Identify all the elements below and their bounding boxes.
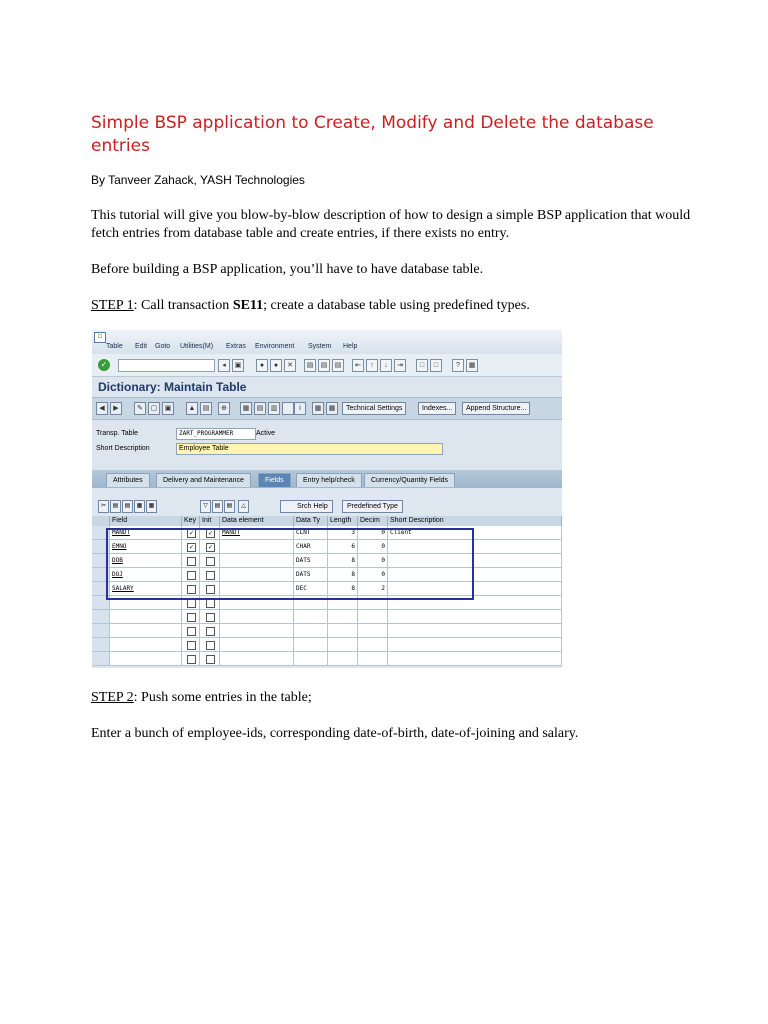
key-checkbox[interactable] bbox=[187, 655, 196, 664]
tab-delivery-maintenance[interactable]: Delivery and Maintenance bbox=[156, 473, 251, 487]
cell-side bbox=[92, 638, 110, 652]
cell-type[interactable] bbox=[294, 610, 328, 624]
cell-length[interactable] bbox=[328, 652, 358, 666]
layout-menu-icon[interactable]: ▦ bbox=[466, 359, 478, 372]
contents-icon[interactable]: ▦ bbox=[312, 402, 324, 415]
menu-environment[interactable]: Environment bbox=[255, 343, 295, 350]
menu-table[interactable]: Table bbox=[106, 343, 123, 350]
first-page-icon[interactable]: ⇤ bbox=[352, 359, 364, 372]
cell-key[interactable] bbox=[182, 652, 200, 666]
cell-length[interactable]: 8 bbox=[328, 554, 358, 568]
cell-side bbox=[92, 624, 110, 638]
enter-check-icon[interactable]: ✓ bbox=[98, 359, 110, 371]
cell-key[interactable] bbox=[182, 610, 200, 624]
step1-pre: : Call transaction bbox=[133, 298, 233, 313]
short-description-field[interactable]: Employee Table bbox=[176, 443, 443, 455]
find-next-icon[interactable]: ▤ bbox=[332, 359, 344, 372]
init-checkbox[interactable] bbox=[206, 599, 215, 608]
cell-field[interactable]: DOB bbox=[110, 554, 182, 568]
cell-field[interactable]: EMNO bbox=[110, 540, 182, 554]
cell-type[interactable] bbox=[294, 624, 328, 638]
sap-window-icon: □ bbox=[94, 332, 106, 343]
cell-decim[interactable]: 0 bbox=[358, 568, 388, 582]
where-used-icon[interactable]: ▤ bbox=[200, 402, 212, 415]
cell-element[interactable] bbox=[220, 624, 294, 638]
cell-decim[interactable]: 2 bbox=[358, 582, 388, 596]
cell-type[interactable]: DEC bbox=[294, 582, 328, 596]
menu-edit[interactable]: Edit bbox=[135, 343, 148, 350]
insert-row-icon[interactable]: ▦ bbox=[134, 500, 145, 513]
cell-type[interactable]: DATS bbox=[294, 554, 328, 568]
cell-init[interactable] bbox=[200, 638, 220, 652]
tab-fields[interactable]: Fields bbox=[258, 473, 291, 487]
top-icon[interactable]: △ bbox=[238, 500, 249, 513]
cell-type[interactable]: CHAR bbox=[294, 540, 328, 554]
init-checkbox[interactable]: ✓ bbox=[206, 529, 215, 538]
cancel-icon[interactable]: ✕ bbox=[284, 359, 296, 372]
technical-settings-button[interactable]: Technical Settings bbox=[342, 402, 406, 415]
sap-standard-toolbar bbox=[92, 354, 562, 377]
intro-paragraph: This tutorial will give you blow-by-blow description of how to design a simple BSP application that would fetch entries from database table and create entries, if there exists no entry. bbox=[91, 208, 691, 241]
table-icon[interactable]: ▦ bbox=[326, 402, 338, 415]
activate-icon[interactable]: ▲ bbox=[186, 402, 198, 415]
cell-desc[interactable]: Client bbox=[388, 526, 562, 540]
transp-table-field[interactable]: ZART_PROGRAMMER bbox=[176, 428, 256, 440]
tab-attributes[interactable]: Attributes bbox=[106, 473, 150, 487]
cell-field[interactable]: SALARY bbox=[110, 582, 182, 596]
cell-decim[interactable] bbox=[358, 638, 388, 652]
cut-icon[interactable]: ✂ bbox=[98, 500, 109, 513]
back-arrow-icon[interactable]: ◂ bbox=[218, 359, 230, 372]
step1-label: STEP 1 bbox=[91, 298, 134, 313]
prev-page-icon[interactable]: ↑ bbox=[366, 359, 378, 372]
cell-desc[interactable] bbox=[388, 624, 562, 638]
cell-field[interactable] bbox=[110, 610, 182, 624]
col-header-data-type: Data Ty bbox=[294, 516, 328, 526]
init-checkbox[interactable] bbox=[206, 627, 215, 636]
init-checkbox[interactable] bbox=[206, 655, 215, 664]
cell-decim[interactable]: 0 bbox=[358, 540, 388, 554]
table-row[interactable] bbox=[92, 638, 562, 652]
cell-element[interactable] bbox=[220, 652, 294, 666]
cell-key[interactable] bbox=[182, 624, 200, 638]
next-object-icon[interactable]: ▶ bbox=[110, 402, 122, 415]
last-page-icon[interactable]: ⇥ bbox=[394, 359, 406, 372]
col-header-data-element: Data element bbox=[220, 516, 294, 526]
key-checkbox[interactable] bbox=[187, 599, 196, 608]
author-byline: By Tanveer Zahack, YASH Technologies bbox=[91, 173, 305, 187]
short-description-label: Short Description bbox=[96, 445, 150, 452]
cell-length[interactable]: 8 bbox=[328, 568, 358, 582]
filter-icon[interactable]: ▽ bbox=[200, 500, 211, 513]
cell-field[interactable] bbox=[110, 624, 182, 638]
cell-type[interactable]: DATS bbox=[294, 568, 328, 582]
step2-paragraph bbox=[91, 689, 711, 707]
cell-length[interactable] bbox=[328, 610, 358, 624]
init-checkbox[interactable] bbox=[206, 613, 215, 622]
object-list-icon[interactable]: ▦ bbox=[240, 402, 252, 415]
sap-menu-bar bbox=[92, 330, 562, 354]
table-status: Active bbox=[256, 430, 276, 437]
print-icon[interactable]: ▤ bbox=[304, 359, 316, 372]
table-row[interactable] bbox=[92, 610, 562, 624]
col-header-key: Key bbox=[182, 516, 200, 526]
cell-init[interactable] bbox=[200, 652, 220, 666]
key-checkbox[interactable] bbox=[187, 613, 196, 622]
cell-decim[interactable] bbox=[358, 624, 388, 638]
application-toolbar bbox=[92, 397, 562, 420]
init-checkbox[interactable]: ✓ bbox=[206, 543, 215, 552]
help-icon[interactable]: ? bbox=[452, 359, 464, 372]
step1-paragraph bbox=[91, 297, 711, 315]
cell-decim[interactable]: 0 bbox=[358, 526, 388, 540]
step2-label: STEP 2 bbox=[91, 690, 134, 705]
cell-element[interactable] bbox=[220, 610, 294, 624]
cell-length[interactable]: 6 bbox=[328, 540, 358, 554]
step1-post: ; create a database table using predefined types. bbox=[263, 298, 530, 313]
cell-key[interactable] bbox=[182, 638, 200, 652]
highlight-box bbox=[106, 528, 474, 600]
fields-grid-toolbar bbox=[92, 488, 562, 516]
display-change-icon[interactable]: ✎ bbox=[134, 402, 146, 415]
key-checkbox[interactable]: ✓ bbox=[187, 543, 196, 552]
table-tabstrip bbox=[92, 470, 562, 488]
cell-init[interactable] bbox=[200, 624, 220, 638]
command-field-input[interactable] bbox=[118, 359, 215, 372]
tab-entry-help-check[interactable]: Entry help/check bbox=[296, 473, 362, 487]
sort-icon[interactable]: ▤ bbox=[212, 500, 223, 513]
blank-icon[interactable] bbox=[282, 402, 294, 415]
cell-field[interactable]: DOJ bbox=[110, 568, 182, 582]
cell-field[interactable]: MANDT bbox=[110, 526, 182, 540]
info-icon[interactable]: i bbox=[294, 402, 306, 415]
cell-side bbox=[92, 652, 110, 666]
cell-type[interactable]: CLNT bbox=[294, 526, 328, 540]
key-checkbox[interactable] bbox=[187, 641, 196, 650]
paste-icon[interactable]: ▤ bbox=[122, 500, 133, 513]
menu-system[interactable]: System bbox=[308, 343, 332, 350]
table-row[interactable] bbox=[92, 652, 562, 666]
cell-field[interactable] bbox=[110, 638, 182, 652]
indexes-button[interactable]: Indexes... bbox=[418, 402, 456, 415]
menu-extras[interactable]: Extras bbox=[226, 343, 246, 350]
other-object-icon[interactable]: ▢ bbox=[148, 402, 160, 415]
details-icon[interactable]: ▤ bbox=[224, 500, 235, 513]
transp-table-label: Transp. Table bbox=[96, 430, 139, 437]
find-icon[interactable]: ▤ bbox=[318, 359, 330, 372]
cell-length[interactable]: 3 bbox=[328, 526, 358, 540]
screen-title: Dictionary: Maintain Table bbox=[98, 380, 247, 394]
cell-type[interactable] bbox=[294, 652, 328, 666]
sap-se11-screenshot bbox=[92, 330, 562, 668]
shortcut-icon[interactable]: □ bbox=[430, 359, 442, 372]
cell-length[interactable] bbox=[328, 624, 358, 638]
display-list-icon[interactable]: ▤ bbox=[254, 402, 266, 415]
col-header-init: Init bbox=[200, 516, 220, 526]
cell-decim[interactable] bbox=[358, 652, 388, 666]
cell-field[interactable] bbox=[110, 652, 182, 666]
cell-side bbox=[92, 610, 110, 624]
cell-length[interactable] bbox=[328, 638, 358, 652]
cell-length[interactable]: 8 bbox=[328, 582, 358, 596]
step2-text: : Push some entries in the table; bbox=[133, 690, 312, 705]
col-header-field: Field bbox=[110, 516, 182, 526]
previous-object-icon[interactable]: ◀ bbox=[96, 402, 108, 415]
grid-corner bbox=[92, 516, 110, 526]
cell-type[interactable] bbox=[294, 638, 328, 652]
cell-init[interactable] bbox=[200, 610, 220, 624]
cell-element[interactable] bbox=[220, 638, 294, 652]
hierarchy-icon[interactable]: ⊕ bbox=[218, 402, 230, 415]
cell-desc[interactable] bbox=[388, 610, 562, 624]
col-header-short-description: Short Description bbox=[388, 516, 562, 526]
cell-desc[interactable] bbox=[388, 652, 562, 666]
key-checkbox[interactable] bbox=[187, 627, 196, 636]
save-icon[interactable]: ▣ bbox=[232, 359, 244, 372]
key-checkbox[interactable]: ✓ bbox=[187, 529, 196, 538]
next-page-icon[interactable]: ↓ bbox=[380, 359, 392, 372]
init-checkbox[interactable] bbox=[206, 641, 215, 650]
cell-desc[interactable] bbox=[388, 638, 562, 652]
new-session-icon[interactable]: □ bbox=[416, 359, 428, 372]
dictionary-icon[interactable]: ▥ bbox=[268, 402, 280, 415]
cell-element[interactable]: MANDT bbox=[220, 526, 294, 540]
search-help-button[interactable]: Srch Help bbox=[280, 500, 333, 513]
step1-transaction-code: SE11 bbox=[232, 298, 264, 313]
col-header-length: Length bbox=[328, 516, 358, 526]
menu-help[interactable]: Help bbox=[343, 343, 358, 350]
delete-row-icon[interactable]: ▦ bbox=[146, 500, 157, 513]
append-structure-button[interactable]: Append Structure... bbox=[462, 402, 530, 415]
step2-description: Enter a bunch of employee-ids, corresponding date-of-birth, date-of-joining and salary. bbox=[91, 726, 579, 741]
cell-decim[interactable]: 0 bbox=[358, 554, 388, 568]
cell-decim[interactable] bbox=[358, 610, 388, 624]
tab-currency-quantity[interactable]: Currency/Quantity Fields bbox=[364, 473, 455, 487]
document-title: Simple BSP application to Create, Modify and Delete the database entries bbox=[91, 113, 654, 156]
exit-icon[interactable]: ● bbox=[270, 359, 282, 372]
table-row[interactable] bbox=[92, 624, 562, 638]
back-icon[interactable]: ● bbox=[256, 359, 268, 372]
menu-goto[interactable]: Goto bbox=[155, 343, 171, 350]
col-header-decimals: Decim bbox=[358, 516, 388, 526]
check-object-icon[interactable]: ▣ bbox=[162, 402, 174, 415]
prerequisite-paragraph: Before building a BSP application, you’ll have to have database table. bbox=[91, 262, 484, 277]
copy-icon[interactable]: ▤ bbox=[110, 500, 121, 513]
menu-utilities[interactable]: Utilities(M) bbox=[180, 343, 214, 350]
predefined-type-button[interactable]: Predefined Type bbox=[342, 500, 403, 513]
